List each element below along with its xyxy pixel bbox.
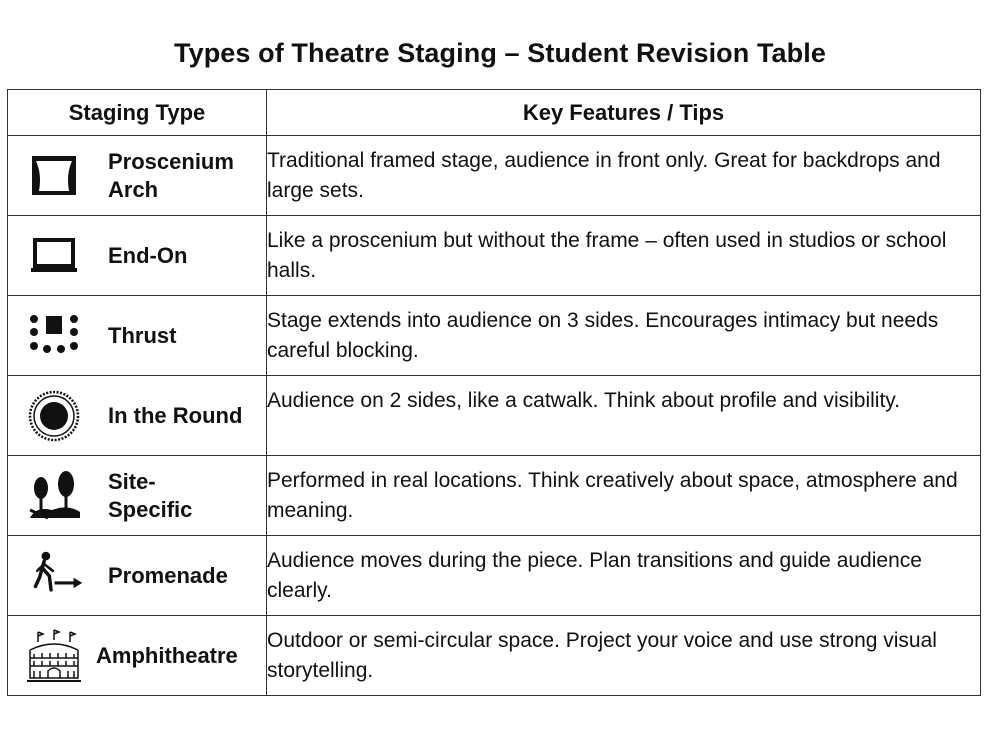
staging-type-label: Proscenium [108,148,234,174]
trees-landscape-icon [24,466,84,526]
table-row [8,376,981,456]
features-cell: Performed in real locations. Think creatively about space, atmosphere and meaning. [267,456,981,536]
staging-type-label: Promenade [108,562,228,588]
features-cell: Like a proscenium but without the frame – often used in studios or school halls. [267,216,981,296]
staging-type-cell [8,376,267,456]
table-row [8,616,981,696]
features-cell: Outdoor or semi-circular space. Project your voice and use strong visual storytelling. [267,616,981,696]
staging-type-label: Thrust [108,322,177,348]
features-cell: Traditional framed stage, audience in front only. Great for backdrops and large sets. [267,136,981,216]
table-row [8,296,981,376]
staging-type-cell [8,536,267,616]
round-stage-circle-icon [24,386,84,446]
features-cell: Audience on 2 sides, like a catwalk. Think about profile and visibility. [267,376,981,456]
proscenium-curtain-icon [24,146,84,206]
thrust-stage-dots-icon [24,306,84,366]
revision-table [7,89,981,696]
staging-type-label: In the Round [108,402,243,428]
staging-type-cell [8,296,267,376]
header-key-features: Key Features / Tips [267,90,981,136]
table-header-row [8,90,981,136]
header-staging-type: Staging Type [8,90,267,136]
features-cell: Stage extends into audience on 3 sides. Encourages intimacy but needs careful blocking. [267,296,981,376]
staging-type-cell [8,136,267,216]
table-row [8,536,981,616]
staging-type-label: Amphitheatre [96,642,238,668]
staging-type-label: Site- [108,468,156,494]
table-row [8,216,981,296]
table-row [8,456,981,536]
laptop-screen-icon [24,226,84,286]
page-title: Types of Theatre Staging – Student Revision Table [173,38,826,68]
table-row [8,136,981,216]
colosseum-icon [24,626,84,686]
staging-type-cell [8,456,267,536]
features-cell: Audience moves during the piece. Plan transitions and guide audience clearly. [267,536,981,616]
staging-type-cell [8,616,267,696]
staging-type-label: Specific [108,496,193,522]
staging-type-label: Arch [108,176,159,202]
staging-type-cell [8,216,267,296]
walking-person-arrow-icon [24,546,84,606]
staging-type-label: End-On [108,242,188,268]
